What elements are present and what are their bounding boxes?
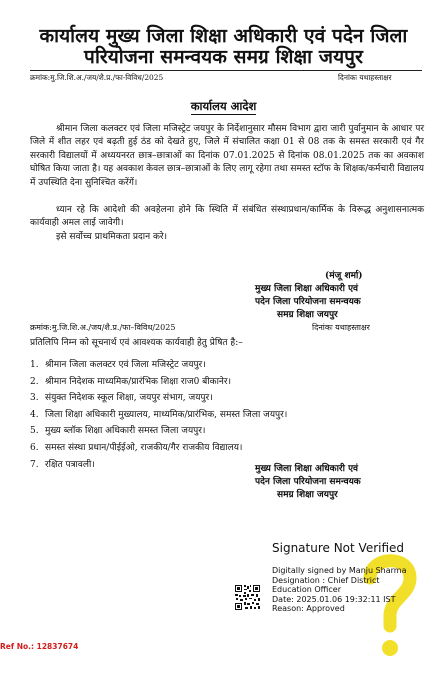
list-item: 7. रक्षित पत्रावली। (30, 459, 95, 470)
date-line: दिनांकः यथाहस्ताक्षर (338, 73, 392, 82)
signatory-designation-1: मुख्य जिला शिक्षा अधिकारी एवं (255, 284, 359, 294)
signatory2-designation-2: पदेन जिला परियोजना समन्वयक (255, 477, 361, 487)
ref-number: Ref No.: 12837674 (0, 642, 79, 651)
reference-number-2: क्रमांक:मु.जि.शि.अ./जय/शै.प्र./फा–विविध/2025 (30, 323, 176, 332)
signatory2-designation-1: मुख्य जिला शिक्षा अधिकारी एवं (255, 464, 359, 474)
list-item: 4. जिला शिक्षा अधिकारी मुख्यालय, माध्यमिक/प्रारंभिक, समस्त जिला जयपुर। (30, 409, 288, 420)
signature-signed-by: Digitally signed by Manju Sharma (272, 566, 407, 575)
signature-details (272, 566, 407, 614)
office-header-line2: परियोजना समन्वयक समग्र शिक्षा जयपुर (84, 46, 363, 68)
signature-date: Date: 2025.01.06 19:32:11 IST (272, 594, 396, 604)
signature-status-title: Signature Not Verified (272, 541, 405, 555)
list-item: 2. श्रीमान निदेशक माध्यमिक/प्रारंभिक शिक्षा राज0 बीकानेर। (30, 376, 231, 387)
copy-recipients-list (30, 357, 420, 473)
reference-number: क्रमांक:मु.जि.शि.अ./जय/शै.प्र./फा-विविध/2025 (30, 73, 164, 82)
copy-intro: प्रतिलिपि निम्न को सूचनार्थ एवं आवश्यक कार्यवाही हेतु प्रेषित है:– (30, 338, 243, 348)
signatory2-designation-3: समग्र शिक्षा जयपुर (277, 490, 338, 500)
signatory-name: (मंजू शर्मा) (325, 271, 363, 281)
order-paragraph-1: श्रीमान जिला कलक्टर एवं जिला मजिस्ट्रेट जयपुर के निर्देशानुसार मौसम विभाग द्वारा जारी पुर्वानुमान के आधार पर जिले में शीत लहर एवं बढ़ती हुई ठंड को देखते हुए, जिले में संचालित कक्षा 01 से 08 तक के समस्त सरकारी एवं गैर सरकारी विद्यालयों में अध्ययनरत छात्र–छात्राओं का दिनांक 07.01.2025 से दिनांक 08.01.2025 तक का अवकाश घोषित किया जाता है। यह अवकाश केवल छात्र–छात्राओं के लिए लागू रहेगा तथा समस्त स्टॉफ के शिक्षक/कर्मचारी विद्यालय में उपस्थिति देना सुनिश्चित करेंगें। (30, 124, 424, 188)
header-divider (30, 70, 422, 71)
signatory-designation-2: पदेन जिला परियोजना समन्वयक (255, 297, 361, 307)
signatory-designation-3: समग्र शिक्षा जयपुर (277, 310, 338, 320)
list-item: 3. संयुक्त निदेशक स्कूल शिक्षा, जयपुर संभाग, जयपुर। (30, 393, 213, 404)
signature-designation: Designation : Chief District (272, 575, 380, 585)
order-subject (0, 99, 447, 114)
order-subject-text: कार्यालय आदेश (190, 99, 257, 113)
signature-reason: Reason: Approved (272, 604, 345, 614)
qr-code-icon (234, 584, 261, 611)
signature-designation-cont: Education Officer (272, 585, 342, 595)
signatory-block-2 (255, 463, 430, 502)
signatory-block (255, 270, 430, 322)
date-line-2: दिनांकः यथाहस्ताक्षर (312, 323, 370, 332)
order-paragraph-2: ध्यान रहे कि आदेशो की अवहेलना होने कि स्थिति में संबंधित संस्थाप्रधान/कार्मिक के विरूद्ध अनुशासनात्मक कार्यवाही अमल लाई जावेगी। (30, 205, 424, 229)
list-item: 1. श्रीमान जिला कलक्टर एवं जिला मजिस्ट्रेट जयपुर। (30, 360, 206, 370)
order-paragraph-3: इसे सर्वोच्च प्राथमिकता प्रदान करे। (56, 232, 167, 242)
list-item: 6. समस्त संस्था प्रधान/पीईईओ, राजकीय/गैर राजकीय विद्यालय। (30, 442, 243, 453)
list-item: 5. मुख्य ब्लॉक शिक्षा अधिकारी समस्त जिला जयपुर। (30, 426, 206, 437)
office-header-line1: कार्यालय मुख्य जिला शिक्षा अधिकारी एवं पदेन जिला (39, 25, 408, 47)
